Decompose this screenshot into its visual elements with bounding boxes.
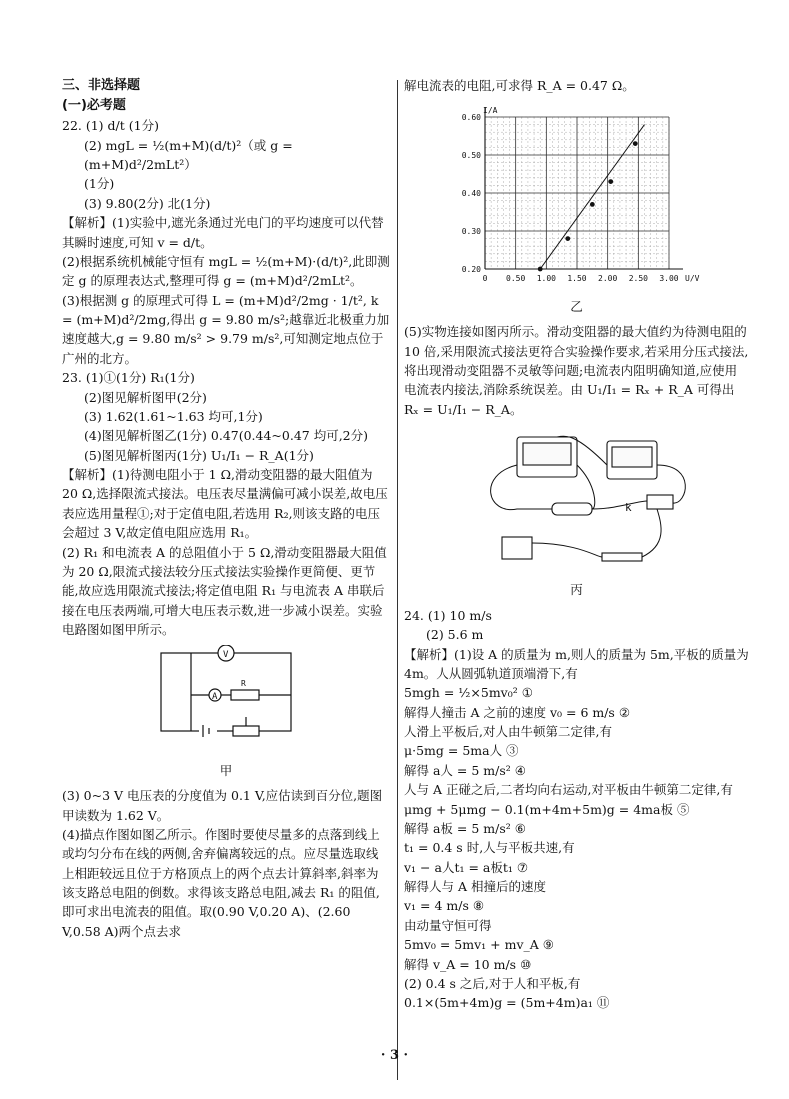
q22-analysis-3: (3)根据测 g 的原理式可得 L = (m+M)d²/2mg · 1/t², k = (m+M)d²/2mg,得出 g = 9.80 m/s²;越靠近北极重力加速度越大,g = 9.80 m/s² > 9.79 m/s²,可知测定地点位于广州的北方。 bbox=[62, 292, 390, 366]
q24-eq-3: 人滑上平板后,对人由牛顿第二定律,有 bbox=[404, 724, 612, 739]
q23-analysis-2: (2) R₁ 和电流表 A 的总阻值小于 5 Ω,滑动变阻器最大阻值为 20 Ω,限流式接法较分压式接法实验操作更简便、更节能,故应选用限流式接法;将定值电阻 R₁ 与电流表 A 串联后接在电压表两端,可增大电压表示数,进一步减小误差。实验电路图如图甲所示。 bbox=[62, 544, 387, 638]
column-divider bbox=[397, 80, 398, 1080]
right-column bbox=[404, 76, 749, 1013]
svg-text:A: A bbox=[212, 692, 218, 703]
figure-jia-label: 甲 bbox=[219, 762, 233, 778]
q24-eq-2: 解得人撞击 A 之前的速度 v₀ = 6 m/s ② bbox=[404, 704, 631, 720]
q22-analysis-2: (2)根据系统机械能守恒有 mgL = ½(m+M)·(d/t)²,此即测定 g 的原理表达式,整理可得 g = (m+M)d²/2mLt²。 bbox=[62, 253, 390, 289]
q24-eq-11: 解得人与 A 相撞后的速度 bbox=[404, 879, 546, 894]
data-point bbox=[589, 202, 594, 207]
left-column bbox=[62, 76, 390, 941]
q24-eq-8: 解得 a板 = 5 m/s² ⑥ bbox=[404, 820, 526, 836]
figure-bing-label: 丙 bbox=[570, 582, 583, 598]
q23-answer-5: (5)图见解析图丙(1分) U₁/I₁ − R_A(1分) bbox=[84, 447, 314, 463]
q23-answer-2: (2)图见解析图甲(2分) bbox=[84, 389, 207, 405]
y-tick-label: 0.30 bbox=[461, 227, 481, 237]
x-tick-label: 2.50 bbox=[628, 274, 648, 284]
q23-answer-3: (3) 1.62(1.61~1.63 均可,1分) bbox=[84, 408, 263, 424]
y-tick-label: 0.40 bbox=[461, 189, 481, 199]
q24-answer-2: (2) 5.6 m bbox=[426, 627, 484, 643]
battery-device bbox=[502, 537, 532, 559]
q24-eq-9: t₁ = 0.4 s 时,人与平板共速,有 bbox=[404, 840, 575, 856]
data-point bbox=[608, 180, 613, 185]
q24-eq-5: 解得 a人 = 5 m/s² ④ bbox=[404, 762, 526, 778]
switch-device bbox=[602, 553, 642, 561]
graph-yi bbox=[404, 101, 749, 316]
q24-eq-12: v₁ = 4 m/s ⑧ bbox=[404, 898, 485, 914]
circuit-svg bbox=[151, 645, 301, 755]
apparatus-svg bbox=[457, 425, 697, 575]
y-tick-label: 0.50 bbox=[461, 151, 481, 161]
q24-eq-10: v₁ − a人t₁ = a板t₁ ⑦ bbox=[404, 859, 529, 875]
q23-analysis-4-cont: 解电流表的电阻,可求得 R_A = 0.47 Ω。 bbox=[404, 78, 635, 93]
q24-eq-13: 由动量守恒可得 bbox=[404, 917, 492, 933]
y-tick-label: 0.20 bbox=[461, 265, 481, 275]
y-axis-label: I/A bbox=[482, 106, 497, 116]
x-tick-label: 1.50 bbox=[566, 274, 587, 284]
data-point bbox=[632, 142, 637, 147]
rheostat-device bbox=[647, 495, 673, 509]
x-tick-label: 1.00 bbox=[536, 274, 556, 284]
x-tick-label: 0 bbox=[482, 274, 487, 284]
resistor-symbol bbox=[231, 690, 259, 700]
apparatus-figure-bing bbox=[404, 425, 749, 600]
q22-answer-1: 22. (1) d/t (1分) bbox=[62, 118, 159, 134]
x-tick-label: 3.00 bbox=[658, 274, 679, 284]
data-point bbox=[565, 237, 570, 242]
fit-line bbox=[540, 125, 644, 269]
figure-yi-label: 乙 bbox=[570, 298, 583, 314]
section-title: 三、非选择题 bbox=[62, 78, 141, 93]
q24-eq-1: 5mgh = ½×5mv₀² ① bbox=[404, 685, 533, 701]
data-point bbox=[537, 267, 542, 272]
q23-analysis-3: (3) 0~3 V 电压表的分度值为 0.1 V,应估读到百分位,题图甲读数为 1.62 V。 bbox=[62, 788, 383, 823]
q22-answer-2: (2) mgL = ½(m+M)(d/t)²（或 g = (m+M)d²/2mLt²） bbox=[84, 137, 293, 173]
q24-eq-14: 5mv₀ = 5mv₁ + mv_A ⑨ bbox=[404, 937, 554, 953]
q23-analysis-5: (5)实物连接如图丙所示。滑动变阻器的最大值约为待测电阻的 10 倍,采用限流式接法更符合实验操作要求,若采用分压式接法,将出现滑动变阻器不灵敏等问题;电流表内阻明确知道,应使用电流表内接法,消除系统误差。由 U₁/I₁ = Rₓ + R_A 可得出 Rₓ = U₁/I₁ − R_A。 bbox=[404, 324, 749, 417]
x-tick-label: 2.00 bbox=[597, 274, 617, 284]
x-axis-label: U/V bbox=[684, 274, 699, 284]
q23-analysis-4: (4)描点作图如图乙所示。作图时要使尽量多的点落到线上或均匀分布在线的两侧,舍弃偏离较远的点。应尽量选取线上相距较远且位于方格顶点上的两个点去计算斜率,斜率为该支路总电阻的倒数。求得该支路总电阻,减去 R₁ 的阻值,即可求出电流表的阻值。取(0.90 V,0.20 A)、(2.60 V,0.58 A)两个点去求 bbox=[62, 826, 380, 939]
q22-analysis-1: 【解析】(1)实验中,遮光条通过光电门的平均速度可以代替其瞬时速度,可知 v = d/t。 bbox=[62, 215, 384, 250]
q23-analysis-1: 【解析】(1)待测电阻小于 1 Ω,滑动变阻器的最大阻值为 20 Ω,选择限流式接法。电压表尽量满偏可减小误差,故电压表应选用量程①;对于定值电阻,若选用 R₂,则该支路的电压会超过 3 V,故定值电阻应选用 R₁。 bbox=[62, 467, 388, 541]
q24-analysis-1: 【解析】(1)设 A 的质量为 m,则人的质量为 5m,平板的质量为 4m。人从圆弧轨道顶端滑下,有 bbox=[404, 646, 749, 681]
q24-eq-7: μmg + 5μmg − 0.1(m+4m+5m)g = 4ma板 ⑤ bbox=[404, 801, 690, 817]
q22-answer-3: (3) 9.80(2分) 北(1分) bbox=[84, 195, 211, 211]
circuit-diagram-jia bbox=[62, 645, 390, 780]
q23-answer-1: 23. (1)①(1分) R₁(1分) bbox=[62, 370, 195, 386]
x-tick-label: 0.50 bbox=[505, 274, 525, 284]
svg-text:V: V bbox=[223, 650, 229, 661]
rheostat-symbol bbox=[233, 726, 259, 736]
q24-eq-15: 解得 v_A = 10 m/s ⑩ bbox=[404, 956, 532, 972]
y-tick-label: 0.60 bbox=[461, 113, 481, 123]
q24-eq-6: 人与 A 正碰之后,二者均向右运动,对平板由牛顿第二定律,有 bbox=[404, 782, 733, 798]
q24-answer-1: 24. (1) 10 m/s bbox=[404, 607, 492, 623]
svg-text:k: k bbox=[624, 501, 632, 514]
iu-graph-svg bbox=[447, 101, 707, 291]
resistor-device bbox=[552, 503, 592, 515]
q24-eq-17: 0.1×(5m+4m)g = (5m+4m)a₁ ⑪ bbox=[404, 995, 610, 1011]
q22-answer-2-score: (1分) bbox=[84, 176, 115, 192]
page-number: · 3 · bbox=[380, 1048, 409, 1063]
subsection-title: (一)必考题 bbox=[62, 98, 126, 114]
q23-answer-4: (4)图见解析图乙(1分) 0.47(0.44~0.47 均可,2分) bbox=[84, 428, 369, 444]
q24-eq-4: μ·5mg = 5ma人 ③ bbox=[404, 743, 519, 759]
q24-eq-16: (2) 0.4 s 之后,对于人和平板,有 bbox=[404, 975, 581, 991]
svg-text:R: R bbox=[241, 679, 246, 689]
